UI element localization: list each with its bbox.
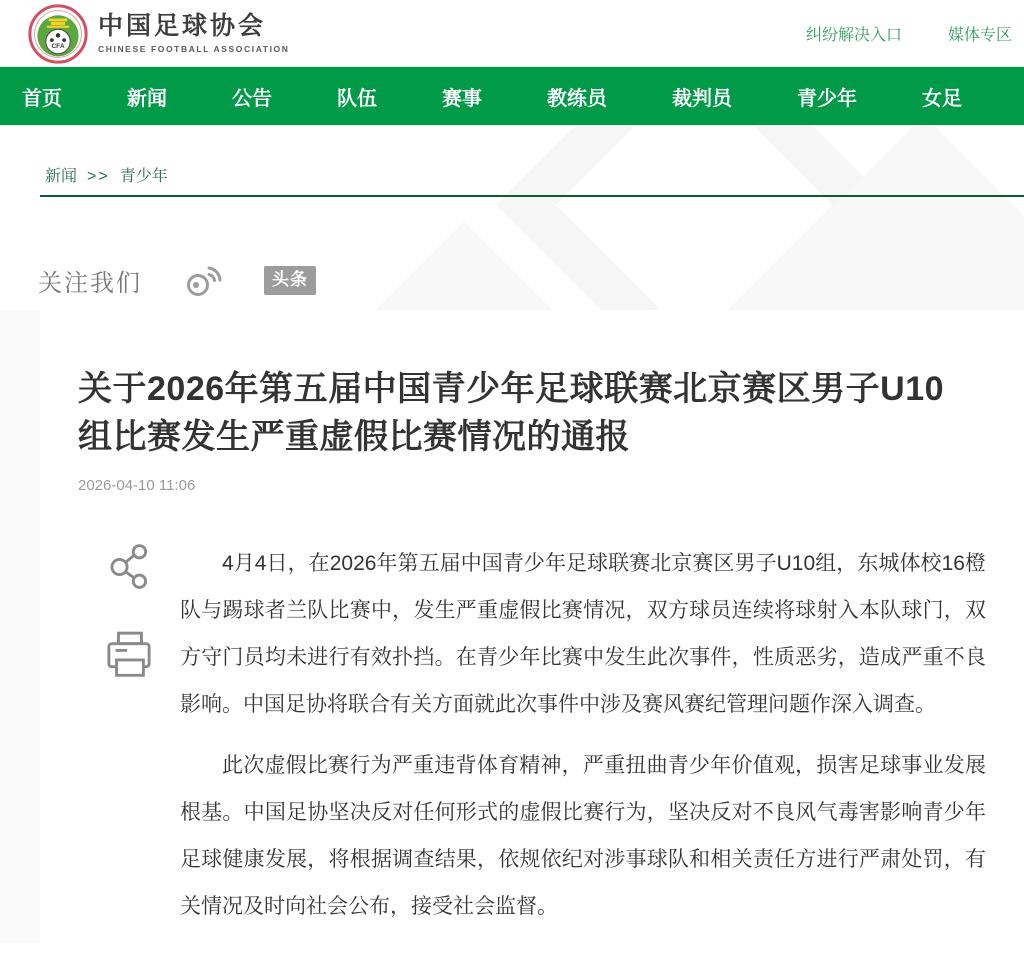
breadcrumb-youth-link[interactable]: 青少年 — [119, 168, 168, 185]
header-links — [806, 22, 1012, 45]
print-icon[interactable] — [106, 630, 152, 688]
divider-line — [40, 195, 1024, 197]
share-icon[interactable] — [110, 542, 148, 592]
weibo-icon[interactable] — [184, 264, 224, 298]
nav-item-referees[interactable]: 裁判员 — [672, 87, 732, 110]
article-section — [0, 310, 1024, 943]
nav-item-competitions[interactable]: 赛事 — [442, 87, 482, 110]
media-zone-link[interactable]: 媒体专区 — [947, 27, 1012, 44]
nav-item-teams[interactable]: 队伍 — [337, 87, 377, 110]
breadcrumb-news-link[interactable]: 新闻 — [45, 168, 78, 185]
nav-item-home[interactable]: 首页 — [22, 87, 62, 110]
article-body — [180, 540, 986, 944]
main-nav — [0, 67, 1024, 125]
logo-title: 中国足球协会 — [98, 12, 267, 41]
article-paragraph: 4月4日，在2026年第五届中国青少年足球联赛北京赛区男子U10组，东城体校16橙队与踢球者兰队比赛中，发生严重虚假比赛情况，双方球员连续将球射入本队球门，双方守门员均未进行有效扑挡。在青少年比赛中发生此次事件，性质恶劣，造成严重不良影响。中国足协将联合有关方面就此次事件中涉及赛风赛纪管理问题作深入调查。 — [180, 552, 986, 717]
nav-item-coaches[interactable]: 教练员 — [547, 87, 607, 110]
article-paragraph: 此次虚假比赛行为严重违背体育精神，严重扭曲青少年价值观，损害足球事业发展根基。中国足协坚决反对任何形式的虚假比赛行为，坚决反对不良风气毒害影响青少年足球健康发展，将根据调查结果，依规依纪对涉事球队和相关责任方进行严肃处罚，有关情况及时向社会公布，接受社会监督。 — [180, 754, 986, 919]
nav-item-youth[interactable]: 青少年 — [797, 87, 857, 110]
article-date: 2026-04-10 11:06 — [78, 477, 196, 495]
nav-item-news[interactable]: 新闻 — [127, 87, 167, 110]
breadcrumb-separator: >> — [87, 168, 110, 185]
breadcrumb — [45, 163, 168, 186]
article-card — [40, 310, 1024, 974]
follow-row — [38, 263, 316, 298]
nav-item-announcements[interactable]: 公告 — [232, 87, 272, 110]
article-title: 关于2026年第五届中国青少年足球联赛北京赛区男子U10组比赛发生严重虚假比赛情况的通报 — [78, 370, 945, 456]
svg-text:CFA: CFA — [51, 42, 65, 50]
dispute-resolution-link[interactable]: 纠纷解决入口 — [805, 27, 902, 44]
cfa-logo[interactable] — [28, 4, 290, 64]
article-tools — [78, 540, 180, 944]
follow-us-label: 关注我们 — [38, 270, 142, 297]
site-header — [0, 0, 1024, 67]
toutiao-icon[interactable]: 头条 — [264, 266, 316, 294]
cfa-logo-icon — [28, 4, 88, 64]
nav-item-womens-football[interactable]: 女足 — [922, 87, 962, 110]
logo-subtitle: CHINESE FOOTBALL ASSOCIATION — [98, 43, 290, 54]
breadcrumb-band — [0, 125, 1024, 310]
